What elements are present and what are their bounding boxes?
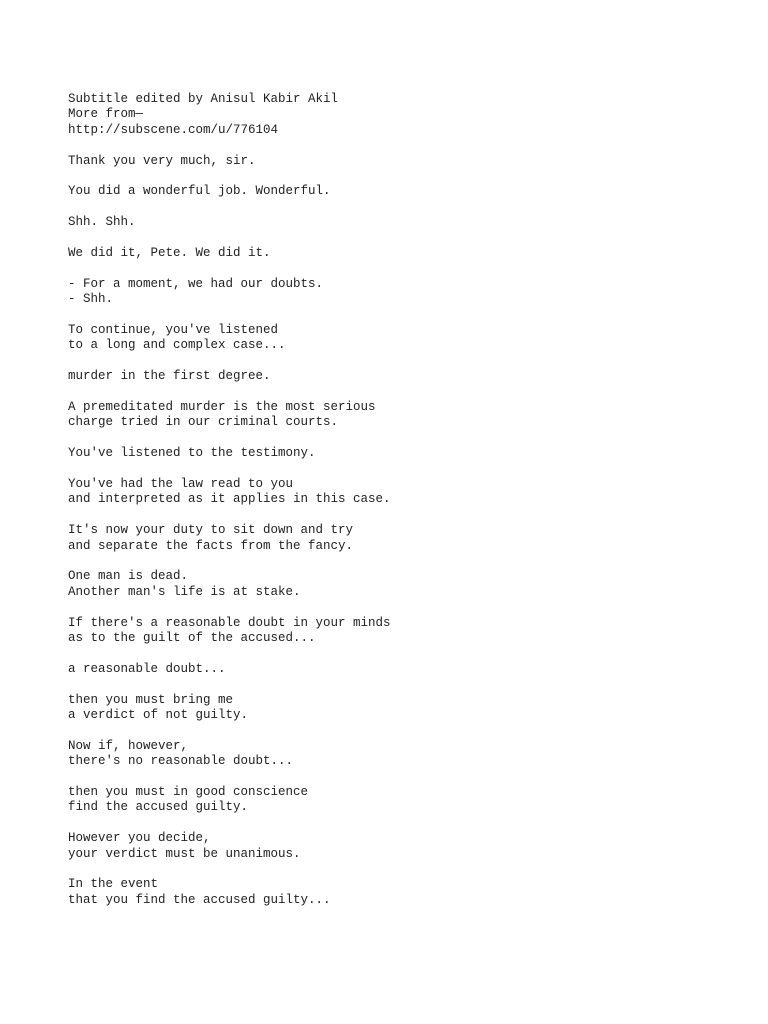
subtitle-line: a verdict of not guilty. (68, 708, 249, 723)
subtitle-block (68, 693, 748, 724)
subtitle-line: find the accused guilty. (68, 800, 249, 815)
subtitle-block (68, 369, 748, 384)
subtitle-line: We did it, Pete. We did it. (68, 246, 271, 260)
subtitle-block (68, 184, 748, 199)
subtitle-line: your verdict must be unanimous. (68, 846, 301, 861)
subtitle-line: You've had the law read to you (68, 477, 294, 491)
subtitle-line: However you decide, (68, 831, 211, 846)
document-page (68, 92, 748, 924)
subtitle-line: murder in the first degree. (68, 369, 271, 384)
subtitle-line: that you find the accused guilty... (68, 892, 331, 907)
subtitle-block (68, 215, 748, 230)
subtitle-line: charge tried in our criminal courts. (68, 415, 339, 430)
subtitle-line: then you must in good conscience (68, 785, 309, 800)
subtitle-block (68, 323, 748, 354)
subtitle-line: Thank you very much, sir. (68, 153, 256, 168)
subtitle-block (68, 662, 748, 677)
subtitle-line: and separate the facts from the fancy. (68, 538, 354, 553)
subtitle-block (68, 523, 748, 554)
subtitle-block (68, 569, 748, 600)
subtitle-line: http://subscene.com/u/776104 (68, 122, 279, 137)
subtitle-line: to a long and complex case... (68, 338, 286, 353)
subtitle-line: One man is dead. (68, 569, 189, 584)
subtitle-block (68, 831, 748, 862)
subtitle-line: It's now your duty to sit down and try (68, 523, 354, 538)
subtitle-line: You've listened to the testimony. (68, 446, 316, 461)
subtitle-block (68, 246, 748, 261)
subtitle-block (68, 277, 748, 308)
subtitle-block (68, 154, 748, 169)
subtitle-line: If there's a reasonable doubt in your minds (68, 615, 391, 630)
subtitle-line: and interpreted as it applies in this case. (68, 492, 391, 507)
subtitle-block (68, 477, 748, 508)
subtitle-block (68, 400, 748, 431)
subtitle-line: Shh. Shh. (68, 215, 136, 230)
subtitle-line: Now if, however, (68, 738, 189, 753)
subtitle-line: a reasonable doubt... (68, 661, 226, 676)
subtitle-line: - For a moment, we had our doubts. (68, 276, 324, 291)
subtitle-line: there's no reasonable doubt... (68, 754, 294, 769)
subtitle-line: as to the guilt of the accused... (68, 631, 316, 646)
subtitle-block (68, 616, 748, 647)
subtitle-block (68, 877, 748, 908)
subtitle-line: then you must bring me (68, 692, 234, 707)
subtitle-line: Another man's life is at stake. (68, 584, 301, 599)
subtitle-line: You did a wonderful job. Wonderful. (68, 184, 331, 199)
subtitle-line: More from— (68, 107, 144, 122)
subtitle-line: To continue, you've listened (68, 323, 279, 337)
subtitle-block (68, 446, 748, 461)
subtitle-line: In the event (68, 877, 159, 892)
subtitle-line: Subtitle edited by Anisul Kabir Akil (68, 92, 339, 106)
subtitle-line: - Shh. (68, 292, 114, 307)
subtitle-line: A premeditated murder is the most serious (68, 400, 376, 414)
subtitle-block (68, 92, 748, 138)
subtitle-block (68, 739, 748, 770)
subtitle-block (68, 785, 748, 816)
